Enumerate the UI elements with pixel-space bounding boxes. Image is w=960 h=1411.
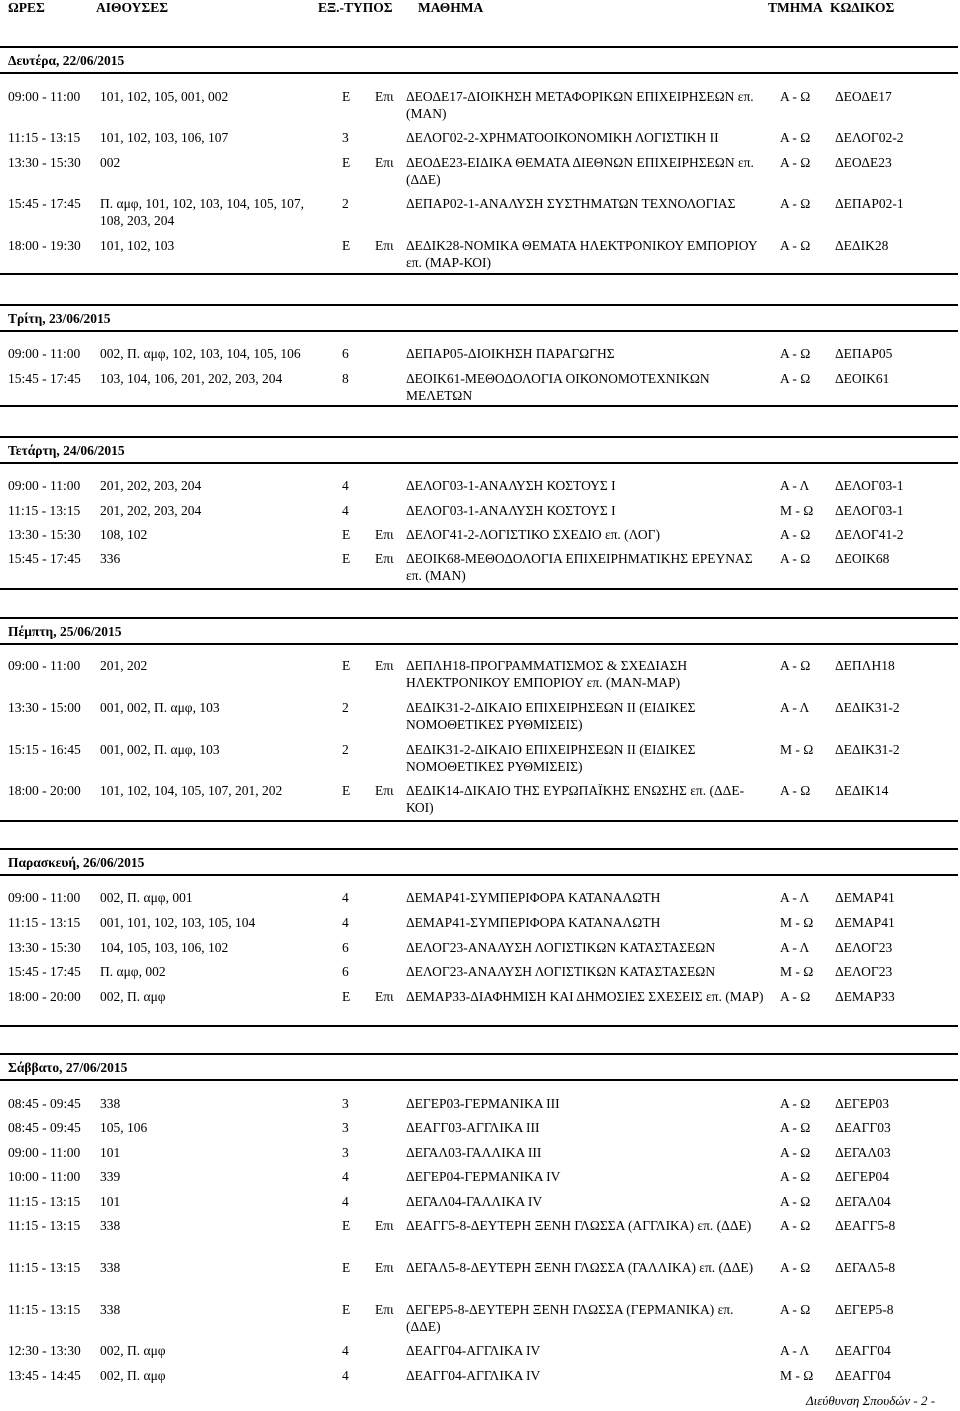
cell-subject: ΔΕΔΙΚ28-ΝΟΜΙΚΑ ΘΕΜΑΤΑ ΗΛΕΚΤΡΟΝΙΚΟΥ ΕΜΠΟΡΙΟΥ επ. (ΜΑΡ-ΚΟΙ)	[406, 238, 758, 270]
cell-code: ΔΕΔΙΚ14	[835, 783, 889, 798]
cell-time: 08:45 - 09:45	[8, 1120, 81, 1135]
cell-type: 4	[342, 503, 349, 518]
cell-time: 13:30 - 15:00	[8, 700, 81, 715]
cell-type: 6	[342, 346, 349, 361]
cell-type: 6	[342, 940, 349, 955]
cell-subject: ΔΕΟΔΕ17-ΔΙΟΙΚΗΣΗ ΜΕΤΑΦΟΡΙΚΩΝ ΕΠΙΧΕΙΡΗΣΕΩΝ επ. (ΜΑΝ)	[406, 89, 754, 121]
cell-code: ΔΕΑΓΓ03	[835, 1120, 891, 1135]
cell-time: 13:30 - 15:30	[8, 527, 81, 542]
day-title: Πέμπτη, 25/06/2015	[8, 624, 122, 639]
day-header	[0, 436, 958, 464]
cell-halls: 002, Π. αμφ	[100, 989, 166, 1004]
cell-group: Μ - Ω	[780, 503, 814, 518]
cell-type: 3	[342, 1120, 349, 1135]
cell-type: 4	[342, 1194, 349, 1209]
cell-time: 11:15 - 13:15	[8, 1260, 81, 1275]
cell-mode: Επι	[375, 783, 394, 798]
header-halls: ΑΙΘΟΥΣΕΣ	[96, 0, 169, 15]
cell-subject: ΔΕΛΟΓ23-ΑΝΑΛΥΣΗ ΛΟΓΙΣΤΙΚΩΝ ΚΑΤΑΣΤΑΣΕΩΝ	[406, 940, 716, 955]
cell-time: 11:15 - 13:15	[8, 1218, 81, 1233]
cell-time: 09:00 - 11:00	[8, 1145, 81, 1160]
cell-code: ΔΕΟΙΚ61	[835, 371, 890, 386]
cell-type: Ε	[342, 89, 351, 104]
day-header	[0, 848, 958, 876]
day-title: Δευτέρα, 22/06/2015	[8, 53, 125, 68]
cell-code: ΔΕΟΔΕ17	[835, 89, 892, 104]
cell-time: 09:00 - 11:00	[8, 658, 81, 673]
cell-group: Α - Ω	[780, 658, 811, 673]
cell-halls: 002, Π. αμφ	[100, 1343, 166, 1358]
cell-halls: 001, 101, 102, 103, 105, 104	[100, 915, 256, 930]
day-title: Παρασκευή, 26/06/2015	[8, 855, 145, 870]
cell-mode: Επι	[375, 238, 394, 253]
cell-halls: 101, 102, 104, 105, 107, 201, 202	[100, 783, 283, 798]
cell-code: ΔΕΑΓΓ04	[835, 1343, 891, 1358]
cell-type: 2	[342, 742, 349, 757]
cell-mode: Επι	[375, 1260, 394, 1275]
cell-group: Μ - Ω	[780, 1368, 814, 1383]
cell-time: 11:15 - 13:15	[8, 1302, 81, 1317]
header-group: ΤΜΗΜΑ	[768, 0, 823, 15]
cell-code: ΔΕΓΑΛ03	[835, 1145, 891, 1160]
cell-group: Α - Ω	[780, 371, 811, 386]
cell-subject: ΔΕΓΕΡ04-ΓΕΡΜΑΝΙΚΑ IV	[406, 1169, 561, 1184]
cell-group: Α - Ω	[780, 783, 811, 798]
cell-subject: ΔΕΟΙΚ68-ΜΕΘΟΔΟΛΟΓΙΑ ΕΠΙΧΕΙΡΗΜΑΤΙΚΗΣ ΕΡΕΥΝΑΣ επ. (ΜΑΝ)	[406, 551, 753, 583]
cell-subject: ΔΕΔΙΚ31-2-ΔΙΚΑΙΟ ΕΠΙΧΕΙΡΗΣΕΩΝ ΙΙ (ΕΙΔΙΚΕΣ ΝΟΜΟΘΕΤΙΚΕΣ ΡΥΘΜΙΣΕΙΣ)	[406, 700, 696, 732]
column-header	[0, 0, 960, 16]
cell-group: Α - Ω	[780, 1260, 811, 1275]
cell-type: 4	[342, 890, 349, 905]
cell-halls: 201, 202, 203, 204	[100, 478, 202, 493]
cell-time: 11:15 - 13:15	[8, 503, 81, 518]
cell-subject: ΔΕΟΔΕ23-ΕΙΔΙΚΑ ΘΕΜΑΤΑ ΔΙΕΘΝΩΝ ΕΠΙΧΕΙΡΗΣΕΩΝ επ. (ΔΔΕ)	[406, 155, 754, 187]
header-subject: ΜΑΘΗΜΑ	[418, 0, 484, 15]
cell-subject: ΔΕΓΑΛ5-8-ΔΕΥΤΕΡΗ ΞΕΝΗ ΓΛΩΣΣΑ (ΓΑΛΛΙΚΑ) επ. (ΔΔΕ)	[406, 1260, 754, 1275]
cell-time: 09:00 - 11:00	[8, 346, 81, 361]
cell-group: Α - Ω	[780, 1302, 811, 1317]
cell-code: ΔΕΓΕΡ04	[835, 1169, 889, 1184]
cell-type: 3	[342, 130, 349, 145]
cell-subject: ΔΕΓΑΛ04-ΓΑΛΛΙΚΑ IV	[406, 1194, 543, 1209]
cell-subject: ΔΕΓΕΡ03-ΓΕΡΜΑΝΙΚΑ ΙΙΙ	[406, 1096, 560, 1111]
cell-halls: 339	[100, 1169, 121, 1184]
cell-halls: 104, 105, 103, 106, 102	[100, 940, 229, 955]
cell-code: ΔΕΓΑΛ5-8	[835, 1260, 896, 1275]
cell-group: Μ - Ω	[780, 915, 814, 930]
cell-subject: ΔΕΠΑΡ02-1-ΑΝΑΛΥΣΗ ΣΥΣΤΗΜΑΤΩΝ ΤΕΧΝΟΛΟΓΙΑΣ	[406, 196, 736, 211]
cell-code: ΔΕΛΟΓ02-2	[835, 130, 904, 145]
cell-code: ΔΕΠΑΡ05	[835, 346, 893, 361]
cell-code: ΔΕΜΑΡ33	[835, 989, 895, 1004]
cell-group: Α - Λ	[780, 1343, 810, 1358]
cell-mode: Επι	[375, 658, 394, 673]
cell-group: Α - Ω	[780, 346, 811, 361]
cell-time: 18:00 - 20:00	[8, 783, 81, 798]
cell-halls: 001, 002, Π. αμφ, 103	[100, 700, 220, 715]
cell-code: ΔΕΠΛΗ18	[835, 658, 895, 673]
footer: Διεύθυνση Σπουδών - 2 -	[806, 1393, 936, 1408]
cell-halls: 103, 104, 106, 201, 202, 203, 204	[100, 371, 283, 386]
cell-code: ΔΕΟΔΕ23	[835, 155, 892, 170]
cell-group: Α - Ω	[780, 1169, 811, 1184]
cell-time: 11:15 - 13:15	[8, 915, 81, 930]
cell-subject: ΔΕΓΕΡ5-8-ΔΕΥΤΕΡΗ ΞΕΝΗ ΓΛΩΣΣΑ (ΓΕΡΜΑΝΙΚΑ) επ. (ΔΔΕ)	[406, 1302, 734, 1334]
cell-halls: 101, 102, 103, 106, 107	[100, 130, 229, 145]
cell-time: 15:45 - 17:45	[8, 371, 81, 386]
cell-type: Ε	[342, 1218, 351, 1233]
cell-type: Ε	[342, 1302, 351, 1317]
cell-time: 11:15 - 13:15	[8, 1194, 81, 1209]
cell-subject: ΔΕΛΟΓ23-ΑΝΑΛΥΣΗ ΛΟΓΙΣΤΙΚΩΝ ΚΑΤΑΣΤΑΣΕΩΝ	[406, 964, 716, 979]
cell-type: Ε	[342, 551, 351, 566]
cell-halls: 338	[100, 1096, 121, 1111]
cell-code: ΔΕΑΓΓ5-8	[835, 1218, 896, 1233]
cell-code: ΔΕΔΙΚ31-2	[835, 742, 900, 757]
cell-time: 15:45 - 17:45	[8, 196, 81, 211]
cell-type: 8	[342, 371, 349, 386]
cell-time: 18:00 - 20:00	[8, 989, 81, 1004]
day-header	[0, 617, 958, 645]
cell-halls: 338	[100, 1218, 121, 1233]
cell-group: Μ - Ω	[780, 964, 814, 979]
cell-halls: 002, Π. αμφ, 102, 103, 104, 105, 106	[100, 346, 301, 361]
cell-group: Α - Ω	[780, 89, 811, 104]
day-header	[0, 1053, 958, 1081]
cell-type: Ε	[342, 238, 351, 253]
cell-subject: ΔΕΠΛΗ18-ΠΡΟΓΡΑΜΜΑΤΙΣΜΟΣ & ΣΧΕΔΙΑΣΗ ΗΛΕΚΤΡΟΝΙΚΟΥ ΕΜΠΟΡΙΟΥ επ. (ΜΑΝ-ΜΑΡ)	[406, 658, 688, 690]
cell-group: Α - Ω	[780, 155, 811, 170]
header-time: ΩΡΕΣ	[8, 0, 45, 15]
cell-type: Ε	[342, 155, 351, 170]
cell-halls: 002	[100, 155, 121, 170]
cell-type: 3	[342, 1145, 349, 1160]
cell-mode: Επι	[375, 551, 394, 566]
day-title: Τρίτη, 23/06/2015	[8, 311, 111, 326]
cell-type: 4	[342, 1368, 349, 1383]
cell-type: 4	[342, 1169, 349, 1184]
cell-time: 13:30 - 15:30	[8, 940, 81, 955]
cell-halls: 105, 106	[100, 1120, 148, 1135]
cell-mode: Επι	[375, 527, 394, 542]
cell-time: 18:00 - 19:30	[8, 238, 81, 253]
cell-subject: ΔΕΑΓΓ04-ΑΓΓΛΙΚΑ IV	[406, 1343, 541, 1358]
cell-type: Ε	[342, 989, 351, 1004]
cell-time: 13:45 - 14:45	[8, 1368, 81, 1383]
cell-time: 15:45 - 17:45	[8, 964, 81, 979]
cell-group: Α - Λ	[780, 478, 810, 493]
cell-subject: ΔΕΜΑΡ41-ΣΥΜΠΕΡΙΦΟΡΑ ΚΑΤΑΝΑΛΩΤΗ	[406, 915, 661, 930]
cell-group: Α - Ω	[780, 1218, 811, 1233]
cell-group: Α - Λ	[780, 700, 810, 715]
cell-group: Μ - Ω	[780, 742, 814, 757]
cell-type: 6	[342, 964, 349, 979]
cell-time: 15:15 - 16:45	[8, 742, 81, 757]
cell-halls: 001, 002, Π. αμφ, 103	[100, 742, 220, 757]
cell-time: 12:30 - 13:30	[8, 1343, 81, 1358]
cell-type: 2	[342, 700, 349, 715]
cell-halls: 201, 202	[100, 658, 148, 673]
cell-group: Α - Λ	[780, 890, 810, 905]
cell-type: Ε	[342, 1260, 351, 1275]
cell-subject: ΔΕΜΑΡ33-ΔΙΑΦΗΜΙΣΗ ΚΑΙ ΔΗΜΟΣΙΕΣ ΣΧΕΣΕΙΣ επ. (ΜΑΡ)	[406, 989, 764, 1004]
header-code: ΚΩΔΙΚΟΣ	[830, 0, 895, 15]
cell-group: Α - Ω	[780, 196, 811, 211]
cell-halls: 101	[100, 1194, 121, 1209]
cell-type: 4	[342, 915, 349, 930]
cell-code: ΔΕΓΕΡ5-8	[835, 1302, 894, 1317]
cell-group: Α - Ω	[780, 527, 811, 542]
cell-type: 4	[342, 478, 349, 493]
cell-subject: ΔΕΛΟΓ41-2-ΛΟΓΙΣΤΙΚΟ ΣΧΕΔΙΟ επ. (ΛΟΓ)	[406, 527, 660, 542]
cell-subject: ΔΕΛΟΓ02-2-ΧΡΗΜΑΤΟΟΙΚΟΝΟΜΙΚΗ ΛΟΓΙΣΤΙΚΗ ΙΙ	[406, 130, 719, 145]
cell-time: 09:00 - 11:00	[8, 890, 81, 905]
cell-group: Α - Ω	[780, 238, 811, 253]
cell-halls: 338	[100, 1302, 121, 1317]
cell-code: ΔΕΛΟΓ23	[835, 964, 893, 979]
cell-mode: Επι	[375, 89, 394, 104]
cell-subject: ΔΕΓΑΛ03-ΓΑΛΛΙΚΑ ΙΙΙ	[406, 1145, 542, 1160]
cell-mode: Επι	[375, 1218, 394, 1233]
cell-subject: ΔΕΛΟΓ03-1-ΑΝΑΛΥΣΗ ΚΟΣΤΟΥΣ Ι	[406, 478, 616, 493]
cell-code: ΔΕΠΑΡ02-1	[835, 196, 904, 211]
cell-halls: 338	[100, 1260, 121, 1275]
cell-group: Α - Λ	[780, 940, 810, 955]
cell-group: Α - Ω	[780, 1096, 811, 1111]
cell-code: ΔΕΛΟΓ03-1	[835, 478, 904, 493]
cell-time: 09:00 - 11:00	[8, 478, 81, 493]
cell-halls: 336	[100, 551, 121, 566]
cell-subject: ΔΕΛΟΓ03-1-ΑΝΑΛΥΣΗ ΚΟΣΤΟΥΣ Ι	[406, 503, 616, 518]
cell-subject: ΔΕΠΑΡ05-ΔΙΟΙΚΗΣΗ ΠΑΡΑΓΩΓΗΣ	[406, 346, 615, 361]
cell-code: ΔΕΛΟΓ23	[835, 940, 893, 955]
cell-time: 10:00 - 11:00	[8, 1169, 81, 1184]
cell-halls: Π. αμφ, 002	[100, 964, 166, 979]
cell-code: ΔΕΛΟΓ41-2	[835, 527, 904, 542]
cell-group: Α - Ω	[780, 989, 811, 1004]
cell-halls: 101	[100, 1145, 121, 1160]
header-type: ΕΞ.-ΤΥΠΟΣ	[318, 0, 393, 15]
day-title: Σάββατο, 27/06/2015	[8, 1060, 128, 1075]
cell-code: ΔΕΜΑΡ41	[835, 915, 895, 930]
cell-time: 09:00 - 11:00	[8, 89, 81, 104]
cell-code: ΔΕΜΑΡ41	[835, 890, 895, 905]
cell-type: 3	[342, 1096, 349, 1111]
cell-type: Ε	[342, 658, 351, 673]
cell-time: 08:45 - 09:45	[8, 1096, 81, 1111]
day-header	[0, 304, 958, 332]
cell-group: Α - Ω	[780, 1145, 811, 1160]
cell-code: ΔΕΔΙΚ28	[835, 238, 889, 253]
cell-group: Α - Ω	[780, 551, 811, 566]
day-title: Τετάρτη, 24/06/2015	[8, 443, 125, 458]
cell-mode: Επι	[375, 155, 394, 170]
cell-halls: 101, 102, 103	[100, 238, 175, 253]
cell-type: Ε	[342, 783, 351, 798]
cell-subject: ΔΕΑΓΓ5-8-ΔΕΥΤΕΡΗ ΞΕΝΗ ΓΛΩΣΣΑ (ΑΓΓΛΙΚΑ) επ. (ΔΔΕ)	[406, 1218, 752, 1233]
day-header	[0, 46, 958, 74]
cell-group: Α - Ω	[780, 1120, 811, 1135]
cell-subject: ΔΕΔΙΚ31-2-ΔΙΚΑΙΟ ΕΠΙΧΕΙΡΗΣΕΩΝ ΙΙ (ΕΙΔΙΚΕΣ ΝΟΜΟΘΕΤΙΚΕΣ ΡΥΘΜΙΣΕΙΣ)	[406, 742, 696, 774]
cell-halls: 108, 102	[100, 527, 148, 542]
cell-code: ΔΕΔΙΚ31-2	[835, 700, 900, 715]
cell-subject: ΔΕΑΓΓ04-ΑΓΓΛΙΚΑ IV	[406, 1368, 541, 1383]
cell-subject: ΔΕΟΙΚ61-ΜΕΘΟΔΟΛΟΓΙΑ ΟΙΚΟΝΟΜΟΤΕΧΝΙΚΩΝ ΜΕΛΕΤΩΝ	[406, 371, 710, 403]
cell-code: ΔΕΟΙΚ68	[835, 551, 890, 566]
cell-halls: Π. αμφ, 101, 102, 103, 104, 105, 107, 108, 203, 204	[100, 196, 304, 228]
cell-code: ΔΕΛΟΓ03-1	[835, 503, 904, 518]
cell-halls: 101, 102, 105, 001, 002	[100, 89, 229, 104]
cell-group: Α - Ω	[780, 130, 811, 145]
cell-code: ΔΕΓΑΛ04	[835, 1194, 891, 1209]
cell-halls: 002, Π. αμφ	[100, 1368, 166, 1383]
cell-time: 15:45 - 17:45	[8, 551, 81, 566]
cell-subject: ΔΕΑΓΓ03-ΑΓΓΛΙΚΑ ΙΙΙ	[406, 1120, 540, 1135]
cell-type: Ε	[342, 527, 351, 542]
cell-mode: Επι	[375, 1302, 394, 1317]
cell-mode: Επι	[375, 989, 394, 1004]
cell-type: 4	[342, 1343, 349, 1358]
cell-group: Α - Ω	[780, 1194, 811, 1209]
cell-subject: ΔΕΜΑΡ41-ΣΥΜΠΕΡΙΦΟΡΑ ΚΑΤΑΝΑΛΩΤΗ	[406, 890, 661, 905]
cell-code: ΔΕΑΓΓ04	[835, 1368, 891, 1383]
cell-time: 13:30 - 15:30	[8, 155, 81, 170]
cell-halls: 002, Π. αμφ, 001	[100, 890, 193, 905]
cell-code: ΔΕΓΕΡ03	[835, 1096, 889, 1111]
cell-halls: 201, 202, 203, 204	[100, 503, 202, 518]
cell-subject: ΔΕΔΙΚ14-ΔΙΚΑΙΟ ΤΗΣ ΕΥΡΩΠΑΪΚΗΣ ΕΝΩΣΗΣ επ. (ΔΔΕ-ΚΟΙ)	[406, 783, 745, 815]
cell-type: 2	[342, 196, 349, 211]
cell-time: 11:15 - 13:15	[8, 130, 81, 145]
